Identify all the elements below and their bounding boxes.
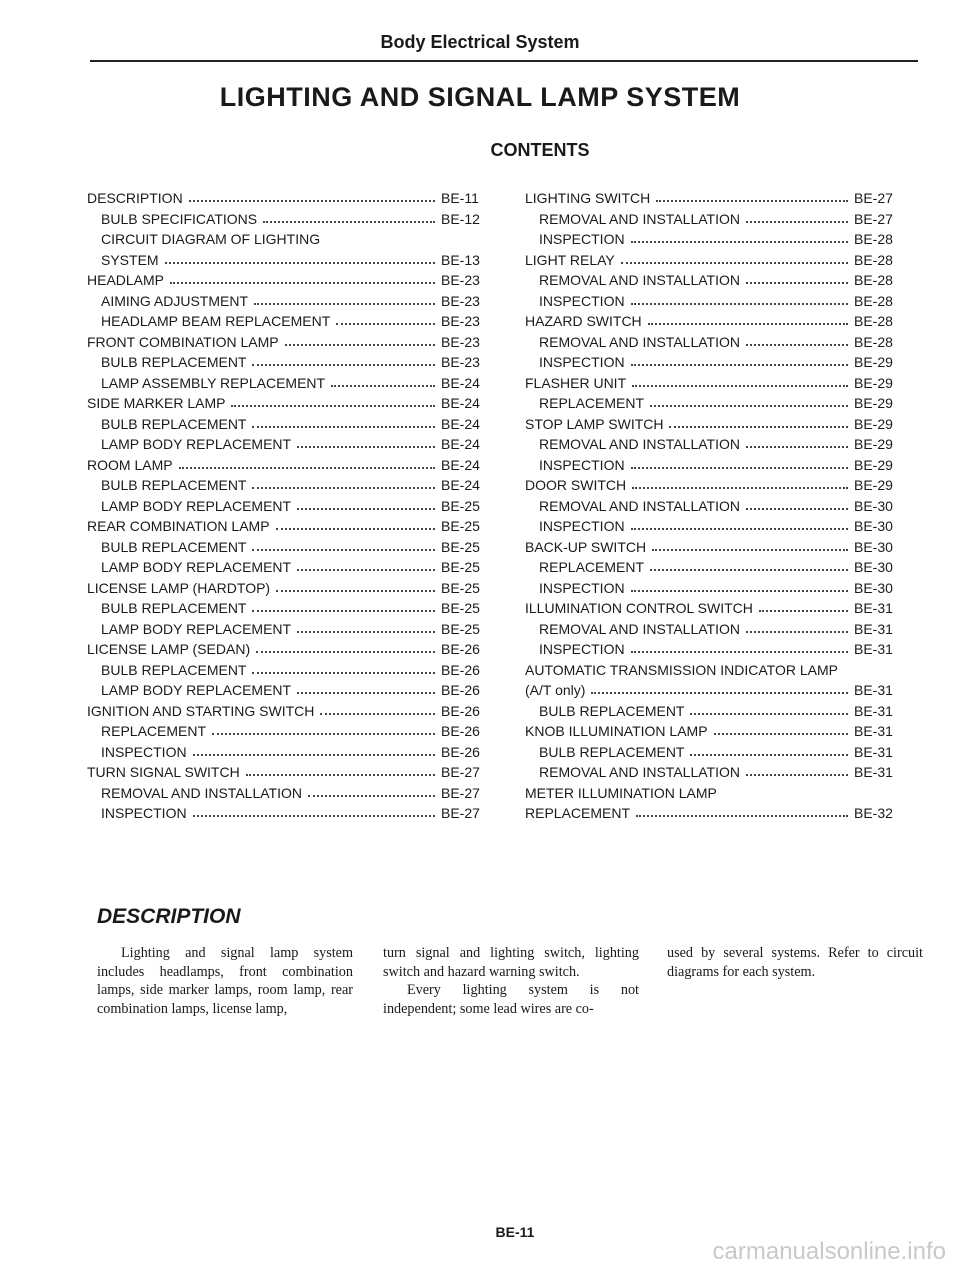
- toc-dot-leader: [621, 262, 848, 264]
- toc-dot-leader: [320, 713, 435, 715]
- toc-entry: [87, 721, 487, 742]
- toc-entry-page: BE-26: [441, 661, 480, 678]
- toc-dot-leader: [252, 610, 435, 612]
- header-rule: [90, 60, 918, 62]
- toc-entry-page: BE-26: [441, 723, 480, 739]
- toc-entry-title: BULB REPLACEMENT: [101, 415, 247, 432]
- description-paragraph: Lighting and signal lamp system includes headlamps, front combination lamps, side marker lamps, room lamp, rear combination lamps, license lamp,: [97, 945, 353, 1017]
- toc-entry-page: BE-28: [854, 292, 893, 309]
- toc-dot-leader: [746, 508, 848, 510]
- toc-entry-title: LAMP BODY REPLACEMENT: [101, 682, 292, 698]
- toc-entry: [525, 270, 900, 291]
- toc-dot-leader: [189, 200, 435, 202]
- toc-entry-page: BE-25: [441, 620, 480, 637]
- toc-entry-page: BE-25: [441, 518, 480, 534]
- toc-dot-leader: [690, 754, 848, 756]
- toc-entry-title: INSPECTION: [539, 579, 625, 596]
- toc-entry-page: BE-27: [441, 784, 480, 801]
- toc-dot-leader: [252, 487, 435, 489]
- toc-entry: [525, 660, 900, 681]
- toc-dot-leader: [193, 815, 435, 817]
- toc-entry-title: LICENSE LAMP (HARDTOP): [87, 579, 271, 596]
- toc-entry: [525, 762, 900, 783]
- toc-dot-leader: [669, 426, 848, 428]
- toc-entry: [87, 742, 487, 763]
- toc-entry-title: LAMP BODY REPLACEMENT: [101, 436, 292, 452]
- toc-entry: [87, 762, 487, 783]
- toc-entry-title: FRONT COMBINATION LAMP: [87, 333, 279, 350]
- toc-dot-leader: [746, 282, 848, 284]
- page-number: BE-11: [495, 1224, 535, 1240]
- toc-entry-page: BE-26: [441, 702, 480, 719]
- toc-dot-leader: [252, 426, 435, 428]
- toc-entry-title: INSPECTION: [539, 231, 625, 247]
- toc-entry-page: BE-27: [441, 764, 480, 780]
- toc-entry: [525, 229, 900, 250]
- toc-entry: [525, 639, 900, 660]
- toc-entry: [87, 783, 487, 804]
- toc-entry-title: INSPECTION: [101, 805, 187, 821]
- toc-dot-leader: [648, 323, 848, 325]
- toc-entry: [87, 455, 487, 476]
- toc-entry-page: BE-25: [441, 579, 480, 596]
- section-header: Body Electrical System: [380, 32, 580, 52]
- toc-dot-leader: [714, 733, 848, 735]
- toc-entry-title: BULB REPLACEMENT: [539, 743, 685, 760]
- toc-dot-leader: [297, 569, 435, 571]
- page-title: LIGHTING AND SIGNAL LAMP SYSTEM: [219, 82, 741, 112]
- toc-entry: [525, 721, 900, 742]
- toc-entry: [525, 701, 900, 722]
- toc-dot-leader: [650, 569, 848, 571]
- toc-entry: [525, 332, 900, 353]
- toc-entry-page: BE-12: [441, 210, 480, 227]
- toc-dot-leader: [631, 651, 848, 653]
- toc-entry-title: CIRCUIT DIAGRAM OF LIGHTING: [101, 231, 321, 247]
- toc-dot-leader: [297, 446, 435, 448]
- toc-left-column: [87, 188, 487, 824]
- toc-entry: [87, 557, 487, 578]
- toc-entry-title: TURN SIGNAL SWITCH: [87, 764, 240, 780]
- toc-entry-title: STOP LAMP SWITCH: [525, 415, 664, 432]
- toc-right-column: [525, 188, 900, 824]
- description-column-1: [97, 944, 353, 1018]
- toc-dot-leader: [656, 200, 848, 202]
- toc-dot-leader: [746, 446, 848, 448]
- toc-dot-leader: [631, 590, 848, 592]
- toc-entry: [525, 373, 900, 394]
- toc-dot-leader: [297, 692, 435, 694]
- toc-entry-title: BULB REPLACEMENT: [101, 354, 247, 370]
- toc-entry-title: METER ILLUMINATION LAMP: [525, 784, 717, 801]
- toc-entry-title: LICENSE LAMP (SEDAN): [87, 641, 251, 657]
- toc-entry-page: BE-24: [441, 374, 480, 391]
- toc-dot-leader: [746, 221, 848, 223]
- toc-dot-leader: [652, 549, 848, 551]
- description-column-3: [667, 944, 923, 981]
- toc-entry: [525, 516, 900, 537]
- toc-dot-leader: [632, 385, 848, 387]
- toc-entry-title: BULB REPLACEMENT: [101, 600, 247, 616]
- toc-entry: [525, 311, 900, 332]
- toc-entry-page: BE-30: [854, 518, 893, 534]
- toc-entry-page: BE-29: [854, 415, 893, 432]
- toc-entry-page: BE-24: [441, 477, 480, 493]
- toc-entry-title: ROOM LAMP: [87, 456, 173, 473]
- toc-entry-title: DESCRIPTION: [87, 190, 183, 206]
- toc-entry-title: BULB REPLACEMENT: [539, 702, 685, 719]
- toc-dot-leader: [231, 405, 435, 407]
- toc-entry-title: AIMING ADJUSTMENT: [101, 292, 249, 309]
- toc-entry-page: BE-30: [854, 497, 893, 514]
- toc-entry-title: FLASHER UNIT: [525, 374, 627, 391]
- toc-entry-page: BE-31: [854, 682, 893, 698]
- toc-entry: [87, 803, 487, 824]
- toc-entry-page: BE-29: [854, 436, 893, 452]
- toc-entry: [87, 188, 487, 209]
- description-paragraph: used by several systems. Refer to circuit diagrams for each system.: [667, 945, 923, 980]
- contents-title: CONTENTS: [490, 140, 590, 160]
- toc-entry-title: INSPECTION: [539, 354, 625, 370]
- toc-entry-title: LAMP BODY REPLACEMENT: [101, 620, 292, 637]
- toc-entry: [87, 291, 487, 312]
- toc-dot-leader: [331, 385, 435, 387]
- toc-entry-title: REMOVAL AND INSTALLATION: [539, 210, 740, 227]
- toc-dot-leader: [336, 323, 435, 325]
- toc-entry-page: BE-28: [854, 231, 893, 247]
- toc-entry-page: BE-29: [854, 456, 893, 473]
- toc-entry-page: BE-28: [854, 272, 893, 288]
- toc-entry-title: INSPECTION: [539, 456, 625, 473]
- toc-dot-leader: [746, 774, 848, 776]
- toc-dot-leader: [632, 487, 848, 489]
- toc-entry-title: REMOVAL AND INSTALLATION: [539, 333, 740, 350]
- toc-entry-title: REMOVAL AND INSTALLATION: [539, 272, 740, 288]
- toc-entry-page: BE-29: [854, 477, 893, 493]
- toc-dot-leader: [165, 262, 435, 264]
- toc-dot-leader: [308, 795, 435, 797]
- toc-dot-leader: [759, 610, 848, 612]
- toc-dot-leader: [690, 713, 848, 715]
- toc-entry-title: INSPECTION: [539, 292, 625, 309]
- toc-dot-leader: [179, 467, 435, 469]
- toc-entry-title: LIGHT RELAY: [525, 251, 615, 268]
- toc-entry: [87, 270, 487, 291]
- toc-entry: [525, 496, 900, 517]
- toc-entry: [87, 373, 487, 394]
- toc-entry-title: REPLACEMENT: [101, 723, 207, 739]
- toc-entry-page: BE-25: [441, 538, 480, 555]
- toc-entry: [87, 537, 487, 558]
- toc-entry-page: BE-28: [854, 313, 893, 329]
- toc-entry: [87, 598, 487, 619]
- toc-entry-page: BE-25: [441, 497, 480, 514]
- toc-dot-leader: [631, 241, 848, 243]
- toc-dot-leader: [193, 754, 435, 756]
- toc-entry-title: HEADLAMP BEAM REPLACEMENT: [101, 313, 331, 329]
- toc-entry-title: HEADLAMP: [87, 272, 165, 288]
- toc-entry-page: BE-25: [441, 559, 480, 575]
- toc-entry: [525, 188, 900, 209]
- toc-entry: [525, 578, 900, 599]
- toc-entry: [525, 250, 900, 271]
- toc-entry-page: BE-29: [854, 354, 893, 370]
- toc-entry-page: BE-28: [854, 333, 893, 350]
- toc-entry-title: REPLACEMENT: [539, 395, 645, 411]
- toc-entry: [525, 619, 900, 640]
- toc-dot-leader: [746, 344, 848, 346]
- toc-entry-title: KNOB ILLUMINATION LAMP: [525, 723, 708, 739]
- toc-entry-page: BE-23: [441, 292, 480, 309]
- toc-entry-page: BE-30: [854, 579, 893, 596]
- toc-dot-leader: [297, 508, 435, 510]
- toc-entry-page: BE-29: [854, 374, 893, 391]
- toc-entry: [525, 291, 900, 312]
- toc-dot-leader: [276, 528, 435, 530]
- toc-entry: [87, 332, 487, 353]
- toc-entry-title: SIDE MARKER LAMP: [87, 395, 226, 411]
- toc-entry: [87, 701, 487, 722]
- toc-dot-leader: [246, 774, 435, 776]
- toc-entry: [525, 803, 900, 824]
- toc-entry-title: IGNITION AND STARTING SWITCH: [87, 702, 315, 719]
- toc-entry-page: BE-31: [854, 620, 893, 637]
- toc-dot-leader: [631, 364, 848, 366]
- toc-entry-page: BE-31: [854, 764, 893, 780]
- toc-entry-title: BACK-UP SWITCH: [525, 538, 647, 555]
- toc-dot-leader: [650, 405, 848, 407]
- description-paragraph: Every lighting system is not independent; some lead wires are co-: [383, 982, 639, 1017]
- toc-entry: [525, 475, 900, 496]
- toc-dot-leader: [263, 221, 435, 223]
- toc-entry: [87, 475, 487, 496]
- toc-entry-title: SYSTEM: [101, 251, 159, 268]
- toc-dot-leader: [631, 303, 848, 305]
- toc-entry: [87, 578, 487, 599]
- toc-dot-leader: [170, 282, 435, 284]
- toc-entry-page: BE-30: [854, 559, 893, 575]
- toc-dot-leader: [212, 733, 435, 735]
- toc-entry-title: BULB SPECIFICATIONS: [101, 210, 258, 227]
- toc-dot-leader: [256, 651, 435, 653]
- toc-entry-title: REMOVAL AND INSTALLATION: [539, 436, 740, 452]
- toc-entry-title: DOOR SWITCH: [525, 477, 627, 493]
- toc-entry-title: REMOVAL AND INSTALLATION: [101, 784, 302, 801]
- toc-entry-title: INSPECTION: [539, 641, 625, 657]
- toc-entry-page: BE-24: [441, 415, 480, 432]
- toc-entry-title: ILLUMINATION CONTROL SWITCH: [525, 600, 753, 616]
- toc-entry-page: BE-27: [441, 805, 480, 821]
- toc-dot-leader: [591, 692, 848, 694]
- toc-entry-title: LAMP ASSEMBLY REPLACEMENT: [101, 374, 326, 391]
- description-column-2: [383, 944, 639, 1018]
- toc-entry-page: BE-32: [854, 805, 893, 821]
- toc-entry-title: (A/T only): [525, 682, 586, 698]
- toc-entry-page: BE-30: [854, 538, 893, 555]
- toc-entry-title: REAR COMBINATION LAMP: [87, 518, 270, 534]
- toc-entry: [87, 311, 487, 332]
- toc-entry: [87, 414, 487, 435]
- toc-entry-page: BE-27: [854, 210, 893, 227]
- toc-entry: [87, 680, 487, 701]
- toc-entry: [87, 639, 487, 660]
- toc-entry-page: BE-11: [441, 190, 479, 206]
- toc-entry-page: BE-27: [854, 190, 893, 206]
- toc-entry-page: BE-31: [854, 723, 893, 739]
- toc-entry-title: BULB REPLACEMENT: [101, 538, 247, 555]
- toc-entry-page: BE-28: [854, 251, 893, 268]
- toc-entry: [525, 455, 900, 476]
- toc-dot-leader: [636, 815, 848, 817]
- toc-entry-title: REMOVAL AND INSTALLATION: [539, 620, 740, 637]
- description-heading: DESCRIPTION: [97, 905, 241, 928]
- toc-entry-page: BE-23: [441, 272, 480, 288]
- toc-entry-page: BE-26: [441, 682, 480, 698]
- toc-entry-page: BE-23: [441, 333, 480, 350]
- toc-entry-page: BE-24: [441, 395, 480, 411]
- toc-entry: [525, 680, 900, 701]
- toc-entry: [87, 393, 487, 414]
- toc-entry-page: BE-29: [854, 395, 893, 411]
- toc-entry-title: BULB REPLACEMENT: [101, 661, 247, 678]
- toc-entry: [525, 393, 900, 414]
- toc-entry-page: BE-13: [441, 251, 480, 268]
- toc-entry-page: BE-26: [441, 743, 480, 760]
- toc-entry-page: BE-31: [854, 641, 893, 657]
- toc-entry: [525, 434, 900, 455]
- toc-entry: [525, 209, 900, 230]
- toc-entry-page: BE-31: [854, 600, 893, 616]
- toc-entry-title: REMOVAL AND INSTALLATION: [539, 764, 740, 780]
- toc-entry-page: BE-24: [441, 456, 480, 473]
- toc-entry: [87, 496, 487, 517]
- toc-entry-title: REMOVAL AND INSTALLATION: [539, 497, 740, 514]
- toc-entry-page: BE-23: [441, 354, 480, 370]
- toc-entry-title: REPLACEMENT: [539, 559, 645, 575]
- toc-entry-page: BE-24: [441, 436, 480, 452]
- toc-entry-title: LIGHTING SWITCH: [525, 190, 651, 206]
- toc-entry-title: INSPECTION: [539, 518, 625, 534]
- toc-entry: [525, 598, 900, 619]
- toc-entry-title: LAMP BODY REPLACEMENT: [101, 559, 292, 575]
- toc-dot-leader: [276, 590, 435, 592]
- toc-entry: [87, 229, 487, 250]
- toc-dot-leader: [285, 344, 435, 346]
- toc-dot-leader: [631, 467, 848, 469]
- toc-entry: [525, 742, 900, 763]
- toc-entry: [87, 619, 487, 640]
- toc-entry-page: BE-26: [441, 641, 480, 657]
- toc-entry-title: HAZARD SWITCH: [525, 313, 642, 329]
- toc-entry: [87, 250, 487, 271]
- toc-entry: [525, 537, 900, 558]
- toc-entry-page: BE-25: [441, 600, 480, 616]
- description-paragraph: turn signal and lighting switch, lighting switch and hazard warning switch.: [383, 945, 639, 980]
- toc-entry: [525, 783, 900, 804]
- toc-dot-leader: [252, 549, 435, 551]
- toc-entry-title: INSPECTION: [101, 743, 187, 760]
- toc-entry-title: BULB REPLACEMENT: [101, 477, 247, 493]
- toc-entry: [525, 557, 900, 578]
- toc-entry-title: REPLACEMENT: [525, 805, 631, 821]
- toc-entry: [87, 660, 487, 681]
- toc-entry-title: AUTOMATIC TRANSMISSION INDICATOR LAMP: [525, 661, 838, 678]
- toc-entry: [87, 209, 487, 230]
- toc-dot-leader: [252, 364, 435, 366]
- toc-dot-leader: [252, 672, 435, 674]
- watermark: carmanualsonline.info: [712, 1238, 946, 1265]
- toc-entry: [87, 434, 487, 455]
- toc-entry: [525, 414, 900, 435]
- toc-entry: [87, 516, 487, 537]
- toc-entry: [87, 352, 487, 373]
- toc-dot-leader: [297, 631, 435, 633]
- toc-entry-page: BE-23: [441, 313, 480, 329]
- toc-dot-leader: [631, 528, 848, 530]
- toc-entry-page: BE-31: [854, 702, 893, 719]
- toc-entry-title: LAMP BODY REPLACEMENT: [101, 497, 292, 514]
- toc-entry: [525, 352, 900, 373]
- toc-entry-page: BE-31: [854, 743, 893, 760]
- toc-dot-leader: [746, 631, 848, 633]
- toc-dot-leader: [254, 303, 435, 305]
